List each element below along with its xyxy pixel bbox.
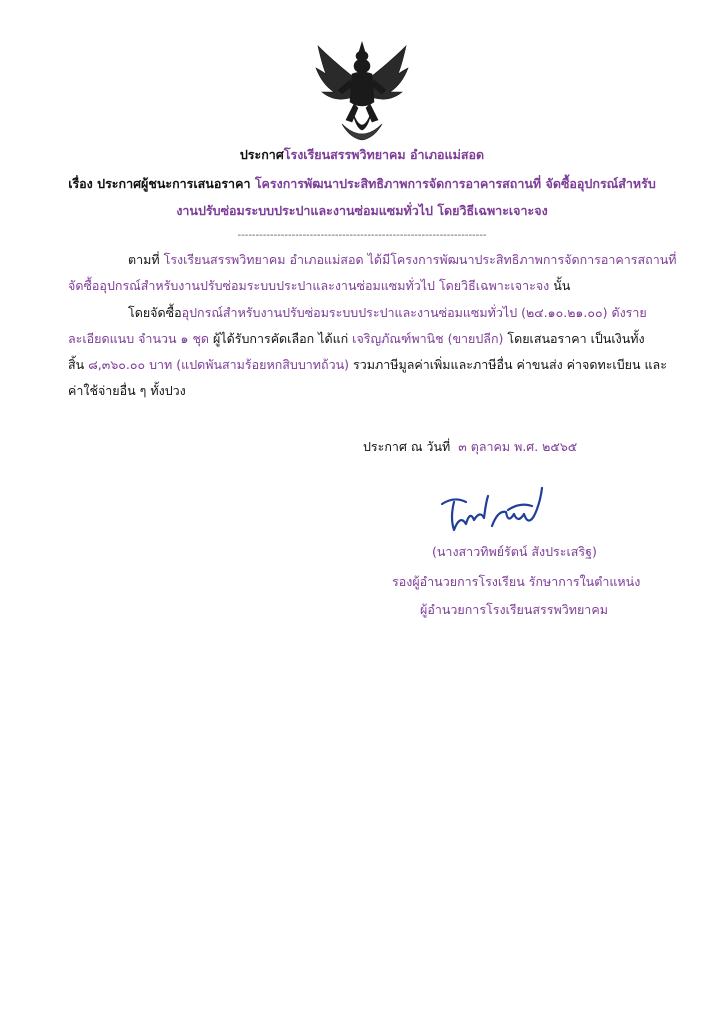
subject-line-2: งานปรับซ่อมระบบประปาและงานซ่อมแซมทั่วไป โดยวิธีเฉพาะเจาะจง xyxy=(176,203,548,218)
p2-vendor: เจริญภัณฑ์พานิช (ขายปลีก) xyxy=(352,331,504,346)
date-prefix: ประกาศ ณ วันที่ xyxy=(363,439,451,454)
p2-text-a: โดยจัดซื้อ xyxy=(128,305,182,320)
p2-item: อุปกรณ์สำหรับงานปรับซ่อมระบบประปาและงานซ่อมแซมทั่วไป (๒๔.๑๐.๒๑.๐๐) ดังราย xyxy=(181,305,647,320)
paragraph-2-line-1 xyxy=(128,305,647,321)
p2-tax-note: รวมภาษีมูลค่าเพิ่มและภาษีอื่น ค่าขนส่ง ค่าจดทะเบียน และ xyxy=(349,357,667,372)
p1-end: นั้น xyxy=(549,278,571,293)
p2-selected: ผู้ได้รับการคัดเลือก ได้แก่ xyxy=(209,331,353,346)
subject-project: โครงการพัฒนาประสิทธิภาพการจัดการอาคารสถานที่ จัดซื้ออุปกรณ์สำหรับ xyxy=(254,176,656,191)
garuda-emblem-icon xyxy=(312,40,412,144)
p2-amount: ๘,๓๖๐.๐๐ บาท (แปดพันสามร้อยหกสิบบาทถ้วน) xyxy=(88,357,350,372)
handwritten-signature xyxy=(436,484,556,540)
paragraph-2-line-3 xyxy=(68,357,667,373)
paragraph-1-line-1 xyxy=(128,252,677,268)
paragraph-1-line-2 xyxy=(68,278,570,294)
title-prefix: ประกาศ xyxy=(239,147,284,162)
paragraph-2-line-4: ค่าใช้จ่ายอื่น ๆ ทั้งปวง xyxy=(68,383,186,398)
p2-detail: ละเอียดแนบ จำนวน ๑ ชุด xyxy=(68,331,210,346)
title-school: โรงเรียนสรรพวิทยาคม อำเภอแม่สอด xyxy=(283,147,485,162)
signer-name xyxy=(432,544,597,560)
p1-project-cont: จัดซื้ออุปกรณ์สำหรับงานปรับซ่อมระบบประปาและงานซ่อมแซมทั่วไป โดยวิธีเฉพาะเจาะจง xyxy=(68,278,550,293)
signer-position: รองผู้อำนวยการโรงเรียน รักษาการในตำแหน่ง xyxy=(392,574,641,589)
paragraph-2-line-2 xyxy=(68,331,645,347)
announcement-title xyxy=(0,147,724,163)
p1-school: โรงเรียนสรรพวิทยาคม อำเภอแม่สอด xyxy=(163,252,364,267)
announcement-date xyxy=(363,439,577,455)
p2-total-label: สิ้น xyxy=(68,357,89,372)
date-value: ๓ ตุลาคม พ.ศ. ๒๕๖๕ xyxy=(458,439,578,454)
signer-position-2: ผู้อำนวยการโรงเรียนสรรพวิทยาคม xyxy=(420,602,608,617)
signer-name-text: (นางสาวทิพย์รัตน์ สังประเสริฐ) xyxy=(432,544,597,559)
divider: --------------------------------------------------------------------- xyxy=(237,230,487,241)
subject-line-1 xyxy=(0,176,724,192)
p2-offer: โดยเสนอราคา เป็นเงินทั้ง xyxy=(503,331,645,346)
subject-label: เรื่อง ประกาศผู้ชนะการเสนอราคา xyxy=(68,176,251,191)
p1-text-a: ตามที่ xyxy=(128,252,160,267)
p1-project: ได้มีโครงการพัฒนาประสิทธิภาพการจัดการอาคารสถานที่ xyxy=(367,252,677,267)
